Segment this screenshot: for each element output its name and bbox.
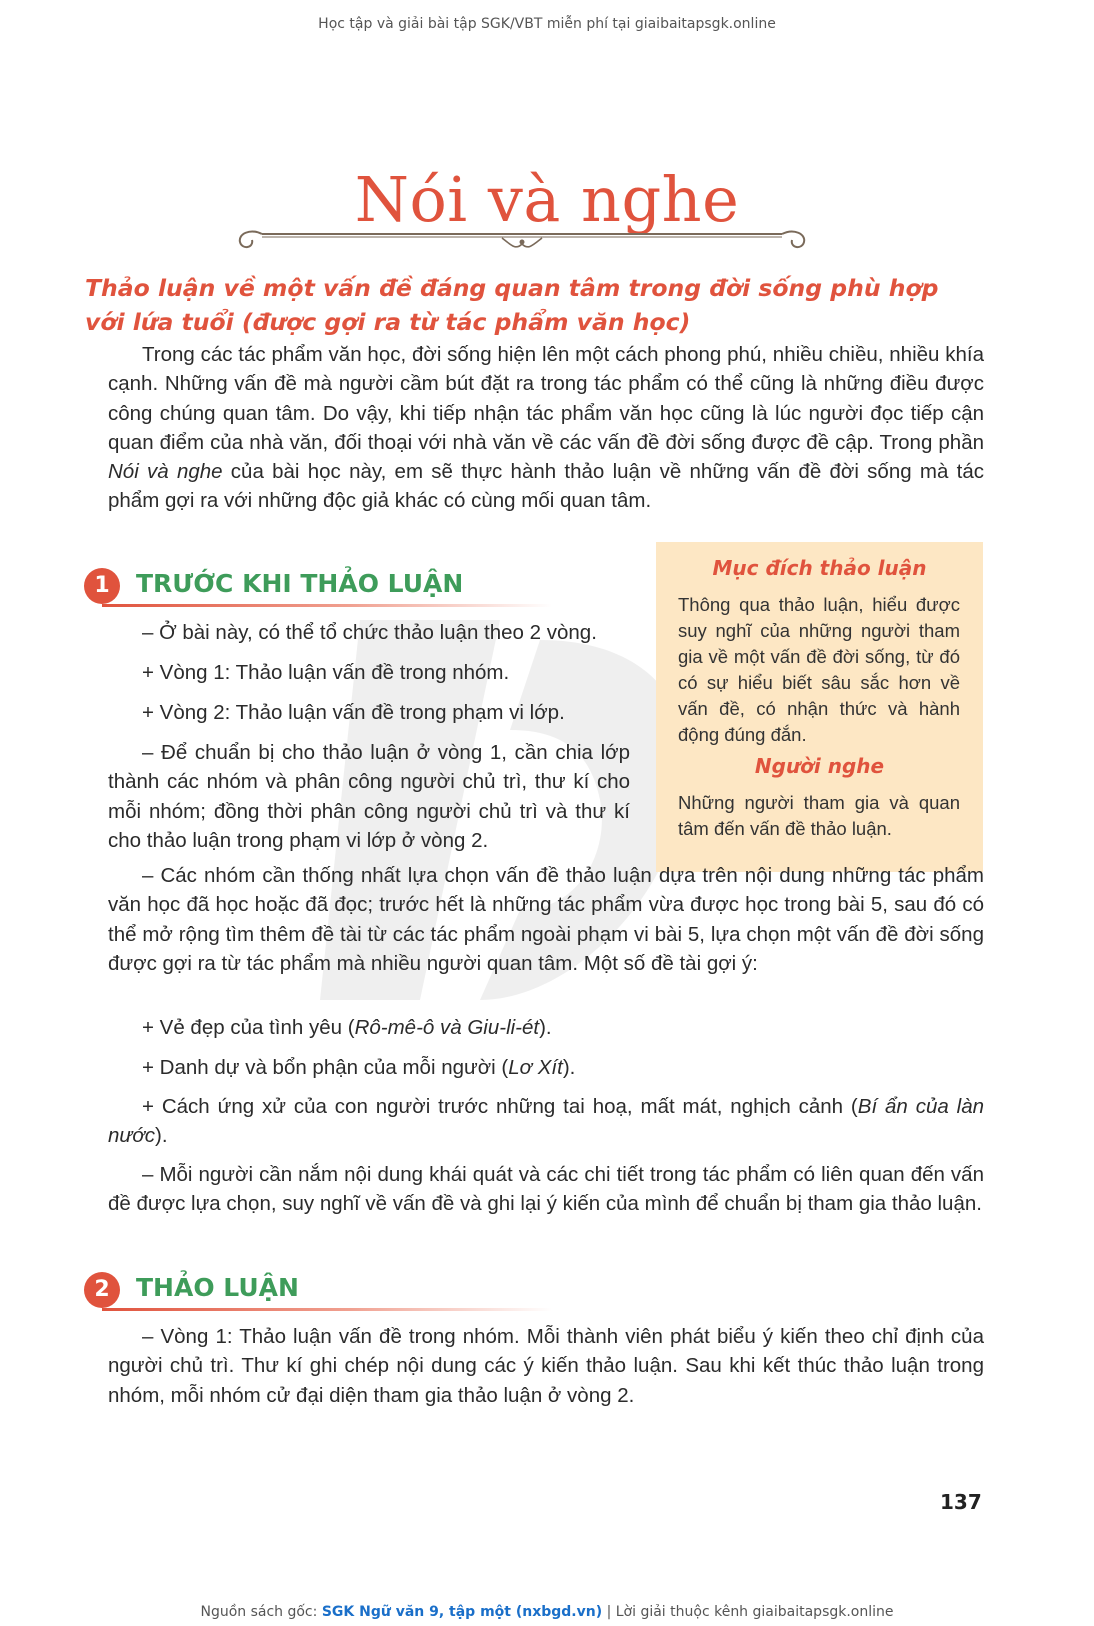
topic-1 [108, 1013, 984, 1042]
sidebar-text-audience: Những người tham gia và quan tâm đến vấn đề thảo luận. [678, 792, 960, 839]
topic-2 [108, 1053, 984, 1082]
top-banner: Học tập và giải bài tập SGK/VBT miễn phí tại giaibaitapsgk.online [318, 16, 776, 32]
info-sidebar [656, 542, 983, 872]
section-1-number: 1 [84, 568, 120, 604]
page-title: Nói và nghe [354, 163, 740, 236]
s1-paragraph-2: + Vòng 1: Thảo luận vấn đề trong nhóm. [142, 661, 510, 684]
topic-2-work: Lơ Xít [508, 1056, 563, 1079]
section-1-heading [84, 566, 564, 606]
section-2-number: 2 [84, 1272, 120, 1308]
lesson-subtitle: Thảo luận về một vấn đề đáng quan tâm trong đời sống phù hợp với lứa tuổi (được gợi ra từ tác phẩm văn học) [85, 274, 939, 336]
s1-paragraph-5: – Các nhóm cần thống nhất lựa chọn vấn đề thảo luận dựa trên nội dung những tác phẩm văn học đã học hoặc đã đọc; trước hết là những tác phẩm vừa được học trong bài 5, sau đó có thể mở rộng tìm thêm đề tài từ các tác phẩm ngoài phạm vi bài 5, lựa chọn một vấn đề đời sống được gợi ra từ tác phẩm mà nhiều người quan tâm. Một số đề tài gợi ý: [108, 864, 984, 975]
intro-italic: Nói và nghe [108, 460, 223, 484]
topic-1-text: + Vẻ đẹp của tình yêu ( [142, 1016, 355, 1039]
s1-paragraph-6: – Mỗi người cần nắm nội dung khái quát và các chi tiết trong tác phẩm có liên quan đến vấn đề được lựa chọn, suy nghĩ về vấn đề và ghi lại ý kiến của mình để chuẩn bị tham gia thảo luận. [108, 1163, 984, 1216]
title-ornament [232, 224, 812, 258]
topic-1-end: ). [539, 1016, 552, 1039]
bottom-banner-prefix: Nguồn sách gốc: [200, 1604, 322, 1620]
intro-text-2: của bài học này, em sẽ thực hành thảo luận về những vấn đề đời sống mà tác phẩm gợi ra với những độc giả khác có cùng mối quan tâm. [108, 460, 984, 513]
section-2-heading [84, 1270, 564, 1310]
section-1-underline [102, 604, 552, 607]
section-2-title: THẢO LUẬN [136, 1273, 299, 1302]
bottom-banner-suffix: | Lời giải thuộc kênh giaibaitapsgk.online [602, 1604, 894, 1620]
s1-paragraph-3: + Vòng 2: Thảo luận vấn đề trong phạm vi lớp. [142, 701, 565, 724]
topic-1-work: Rô-mê-ô và Giu-li-ét [354, 1016, 540, 1039]
topic-3-text: + Cách ứng xử của con người trước những tai hoạ, mất mát, nghịch cảnh ( [142, 1095, 858, 1118]
section-1-title: TRƯỚC KHI THẢO LUẬN [136, 569, 464, 598]
sidebar-heading-purpose: Mục đích thảo luận [712, 556, 927, 580]
page-number: 137 [940, 1490, 982, 1514]
topic-3-end: ). [155, 1124, 168, 1148]
s2-paragraph-1: – Vòng 1: Thảo luận vấn đề trong nhóm. Mỗi thành viên phát biểu ý kiến theo chỉ định của người chủ trì. Thư kí ghi chép nội dung các ý kiến thảo luận. Sau khi kết thúc thảo luận trong nhóm, mỗi nhóm cử đại diện tham gia thảo luận ở vòng 2. [108, 1325, 984, 1407]
topic-3 [108, 1092, 984, 1151]
topic-2-end: ). [562, 1056, 576, 1079]
sidebar-text-purpose: Thông qua thảo luận, hiểu được suy nghĩ của những người tham gia về một vấn đề đời sống, từ đó có sự hiểu biết sâu sắc hơn về vấn đề, có nhận thức và hành động đúng đắn. [678, 594, 960, 745]
intro-paragraph [108, 340, 984, 516]
source-link[interactable]: SGK Ngữ văn 9, tập một (nxbgd.vn) [321, 1604, 603, 1620]
s1-paragraph-4: – Để chuẩn bị cho thảo luận ở vòng 1, cần chia lớp thành các nhóm và phân công người chủ trì, thư kí cho mỗi nhóm; đồng thời phân công người chủ trì và thư kí cho thảo luận trong phạm vi lớp ở vòng 2. [108, 741, 630, 852]
bottom-banner [0, 1604, 1094, 1620]
intro-text-1: Trong các tác phẩm văn học, đời sống hiện lên một cách phong phú, nhiều chiều, nhiều khía cạnh. Những vấn đề mà người cầm bút đặt ra trong tác phẩm có thể cũng là những điều được công chúng quan tâm. Do vậy, khi tiếp nhận tác phẩm văn học cũng là lúc người đọc tiếp cận quan điểm của nhà văn, đối thoại với nhà văn về các vấn đề đời sống được đề cập. Trong phần [108, 343, 984, 454]
topic-2-text: + Danh dự và bổn phận của mỗi người ( [142, 1056, 509, 1079]
section-2-underline [102, 1308, 552, 1311]
s1-paragraph-1: – Ở bài này, có thể tổ chức thảo luận theo 2 vòng. [142, 621, 597, 644]
topic-3-work: Bí ẩn của làn nước [108, 1095, 984, 1148]
sidebar-heading-audience: Người nghe [754, 754, 885, 778]
